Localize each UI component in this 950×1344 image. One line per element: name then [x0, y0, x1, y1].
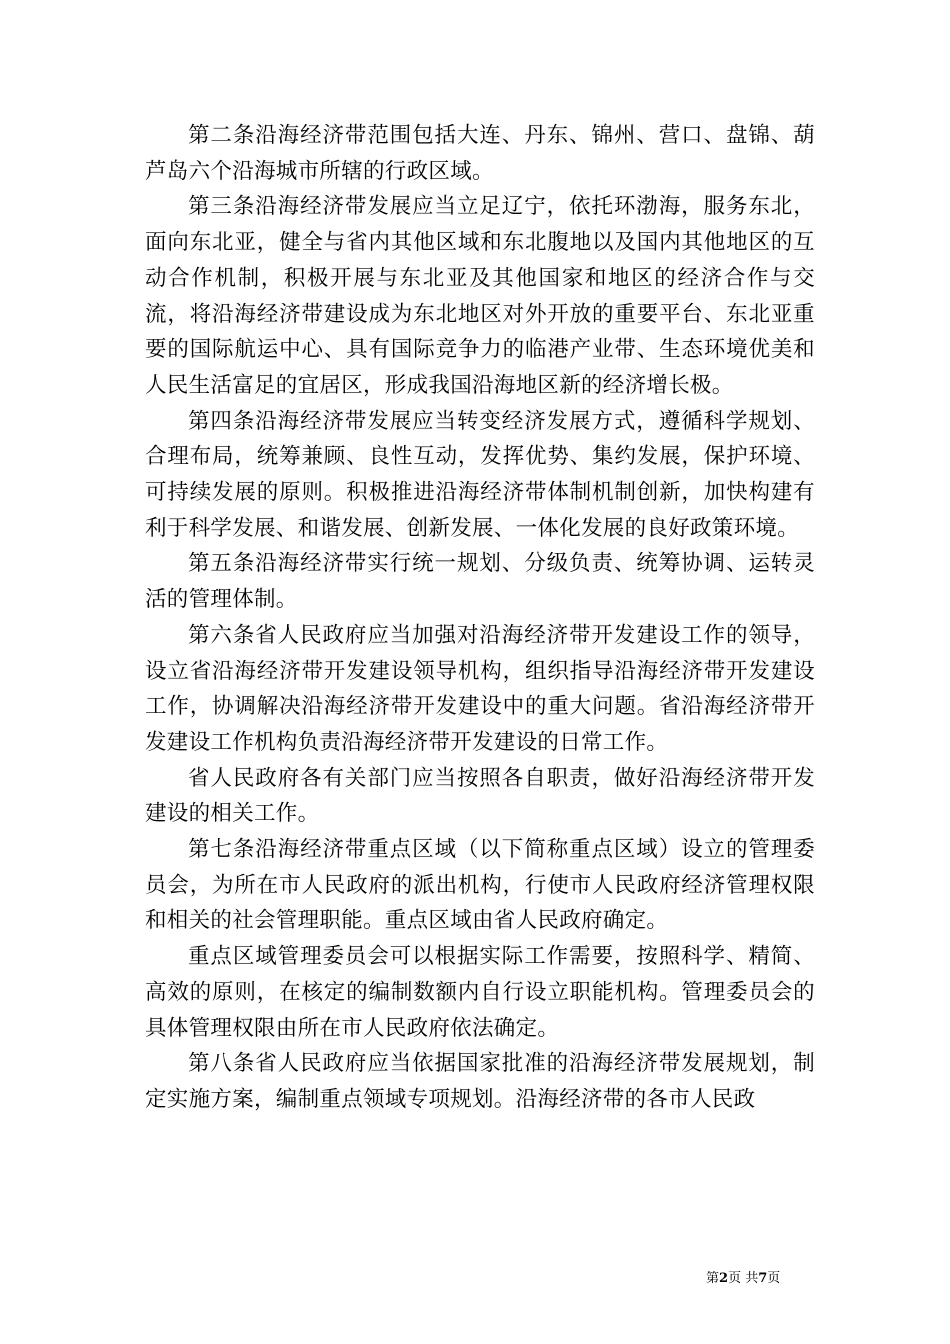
footer-prefix: 第 [706, 1271, 720, 1286]
paragraph-article-6-continued: 省人民政府各有关部门应当按照各自职责，做好沿海经济带开发建设的相关工作。 [145, 765, 815, 827]
current-page-number: 2 [719, 1271, 729, 1286]
total-page-count: 7 [758, 1271, 768, 1286]
paragraph-article-6: 第六条省人民政府应当加强对沿海经济带开发建设工作的领导，设立省沿海经济带开发建设领导机构，组织指导沿海经济带开发建设工作，协调解决沿海经济带开发建设中的重大问题。省沿海经济带开发建设工作机构负责沿海经济带开发建设的日常工作。 [145, 622, 815, 755]
paragraph-article-3: 第三条沿海经济带发展应当立足辽宁，依托环渤海，服务东北，面向东北亚，健全与省内其他区域和东北腹地以及国内其他地区的互动合作机制，积极开展与东北亚及其他国家和地区的经济合作与交流，将沿海经济带建设成为东北地区对外开放的重要平台、东北亚重要的国际航运中心、具有国际竞争力的临港产业带、生态环境优美和人民生活富足的宜居区，形成我国沿海地区新的经济增长极。 [145, 194, 815, 398]
body-text [145, 118, 815, 1118]
footer-suffix: 页 [767, 1271, 781, 1286]
paragraph-article-7: 第七条沿海经济带重点区域（以下简称重点区域）设立的管理委员会，为所在市人民政府的派出机构，行使市人民政府经济管理权限和相关的社会管理职能。重点区域由省人民政府确定。 [145, 837, 815, 934]
paragraph-article-2: 第二条沿海经济带范围包括大连、丹东、锦州、营口、盘锦、葫芦岛六个沿海城市所辖的行政区域。 [145, 123, 815, 184]
paragraph-article-4: 第四条沿海经济带发展应当转变经济发展方式，遵循科学规划、合理布局，统筹兼顾、良性互动，发挥优势、集约发展，保护环境、可持续发展的原则。积极推进沿海经济带体制机制创新，加快构建有利于科学发展、和谐发展、创新发展、一体化发展的良好政策环境。 [145, 408, 815, 541]
paragraph-article-5: 第五条沿海经济带实行统一规划、分级负责、统筹协调、运转灵活的管理体制。 [145, 551, 815, 613]
footer-middle: 页 共 [728, 1271, 759, 1286]
paragraph-article-8: 第八条省人民政府应当依据国家批准的沿海经济带发展规划，制定实施方案，编制重点领域专项规划。沿海经济带的各市人民政 [145, 1051, 815, 1112]
page-number-footer [706, 1271, 780, 1287]
paragraph-article-7-continued: 重点区域管理委员会可以根据实际工作需要，按照科学、精简、高效的原则，在核定的编制数额内自行设立职能机构。管理委员会的具体管理权限由所在市人民政府依法确定。 [145, 944, 815, 1041]
